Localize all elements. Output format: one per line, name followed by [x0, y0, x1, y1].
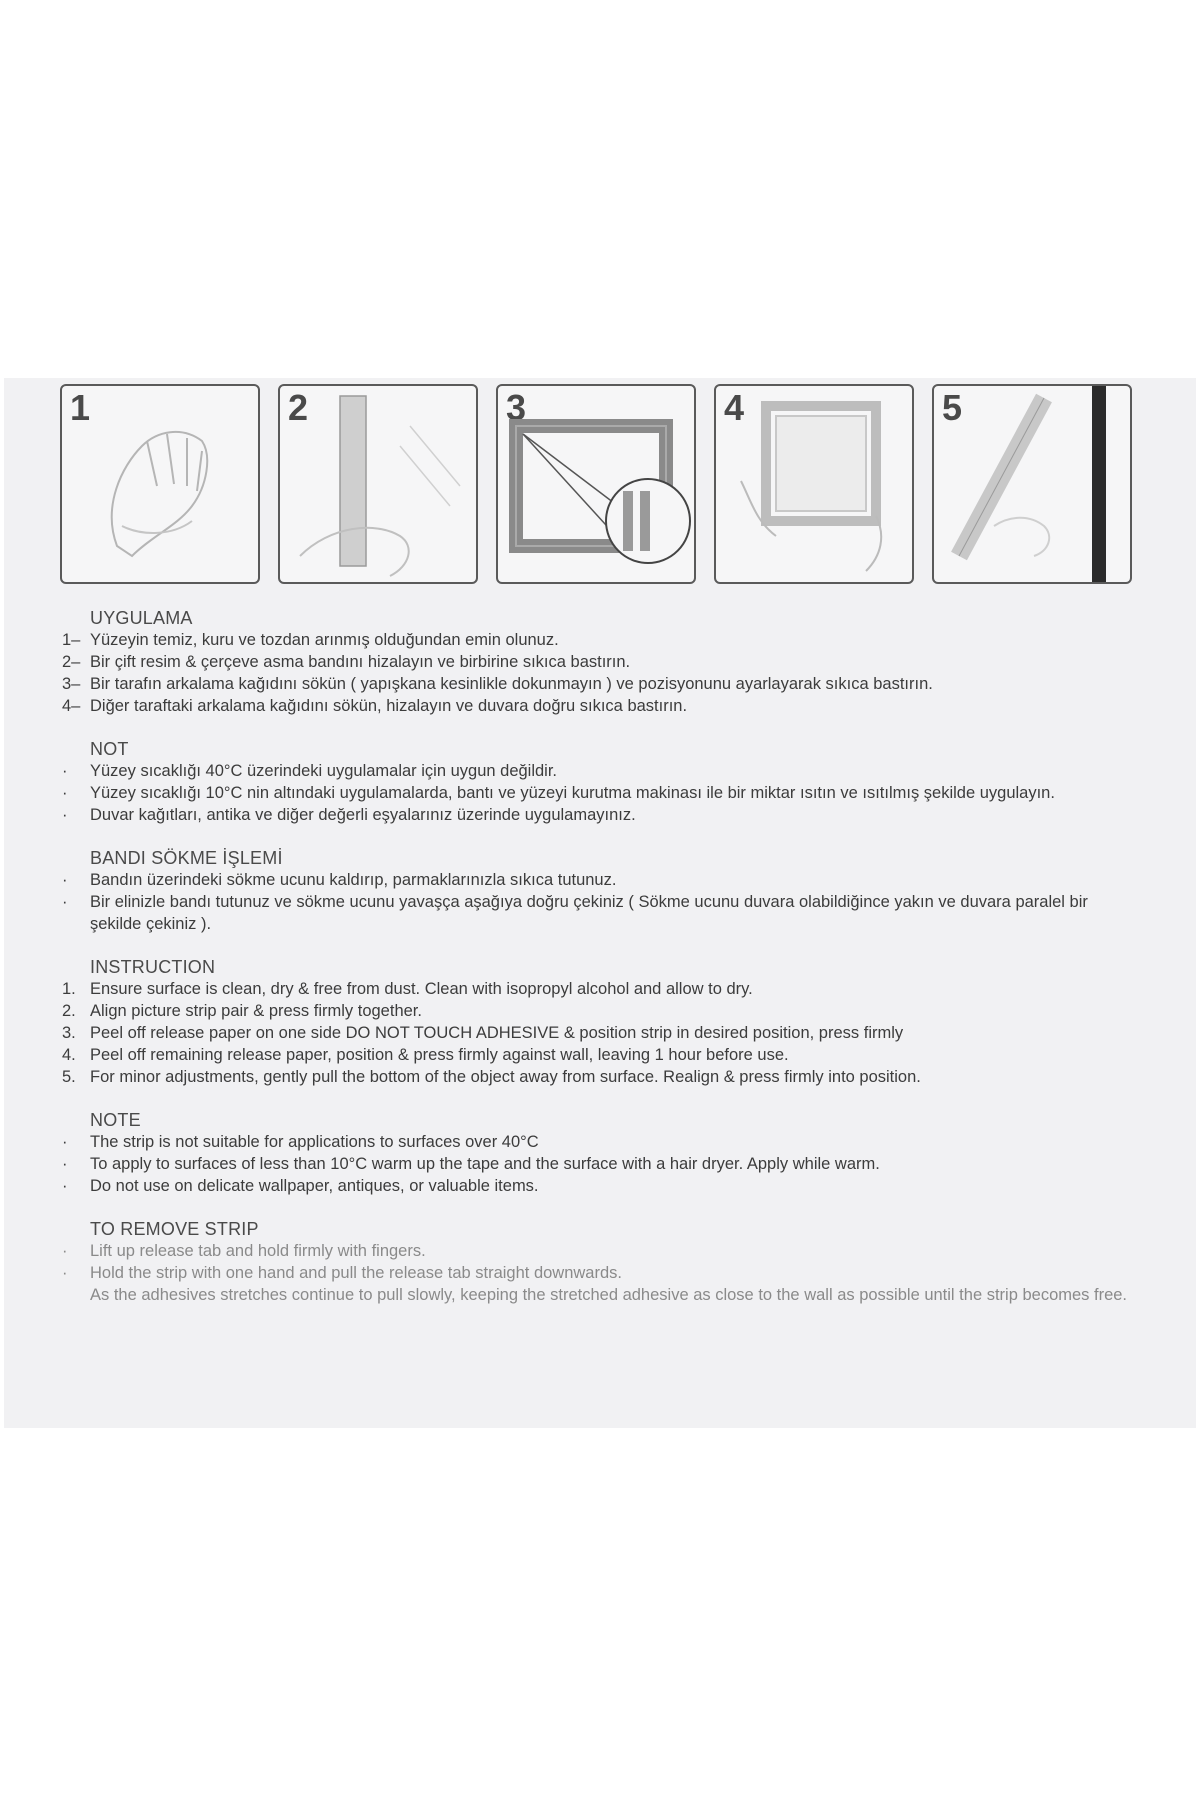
list-item: [62, 869, 1142, 891]
section-remove-strip: [62, 1219, 1142, 1306]
item-marker: ·: [62, 1133, 68, 1151]
step-number: 3: [506, 387, 527, 428]
section-instruction: [62, 957, 1142, 1088]
strip-remove-icon: [934, 386, 1130, 582]
item-text: Peel off release paper on one side DO NOT TOUCH ADHESIVE & position strip in desired position, press firmly: [90, 1024, 904, 1042]
item-text: To apply to surfaces of less than 10°C warm up the tape and the surface with a hair dryer. Apply while warm.: [90, 1155, 880, 1173]
item-text: Bandın üzerindeki sökme ucunu kaldırıp, parmaklarınızla sıkıca tutunuz.: [90, 871, 617, 889]
section-not: [62, 739, 1142, 826]
item-text: Peel off remaining release paper, position & press firmly against wall, leaving 1 hour before use.: [90, 1046, 789, 1064]
list-item: [62, 695, 1142, 717]
step-number: 5: [942, 387, 963, 428]
list-item: [62, 1044, 1142, 1066]
item-marker: 1.: [62, 980, 76, 998]
item-marker: ·: [62, 784, 68, 802]
step-panel-3: [496, 384, 696, 584]
step-number: 4: [724, 387, 745, 428]
item-text: For minor adjustments, gently pull the bottom of the object away from surface. Realign & press firmly into position.: [90, 1068, 921, 1086]
hand-wiping-icon: [62, 386, 258, 582]
frame-strips-icon: [498, 386, 694, 582]
item-text: Hold the strip with one hand and pull the release tab straight downwards.: [90, 1264, 622, 1282]
item-marker: 4.: [62, 1046, 76, 1064]
step-panel-5: [932, 384, 1132, 584]
list-item: [62, 1022, 1142, 1044]
item-marker: ·: [62, 871, 68, 889]
hands-frame-icon: [716, 386, 912, 582]
section-heading: INSTRUCTION: [90, 957, 216, 977]
item-marker: 2.: [62, 1002, 76, 1020]
instructions-text: [62, 608, 1142, 1328]
list-item: [62, 782, 1142, 804]
list-item: [62, 673, 1142, 695]
item-marker: ·: [62, 1242, 68, 1260]
list-item: [62, 1284, 1142, 1306]
item-text: Yüzey sıcaklığı 10°C nin altındaki uygulamalarda, bantı ve yüzeyi kurutma makinası ile bir miktar ısıtın ve ısıtılmış şekilde uygulayın.: [90, 784, 1055, 802]
item-marker: ·: [62, 762, 68, 780]
list-item: [62, 629, 1142, 651]
item-text: Diğer taraftaki arkalama kağıdını sökün, hizalayın ve duvara doğru sıkıca bastırın.: [90, 697, 688, 715]
item-text: Bir çift resim & çerçeve asma bandını hizalayın ve birbirine sıkıca bastırın.: [90, 653, 631, 671]
item-text: Do not use on delicate wallpaper, antiques, or valuable items.: [90, 1177, 539, 1195]
section-heading: TO REMOVE STRIP: [90, 1219, 259, 1239]
item-marker: ·: [62, 1177, 68, 1195]
step-illustrations: [60, 384, 1140, 584]
item-marker: 3.: [62, 1024, 76, 1042]
item-text: Ensure surface is clean, dry & free from dust. Clean with isopropyl alcohol and allow to dry.: [90, 980, 753, 998]
instruction-sheet: [4, 378, 1196, 1428]
item-marker: 5.: [62, 1068, 76, 1086]
list-item: [62, 804, 1142, 826]
step-number: 2: [288, 387, 309, 428]
item-text: Bir elinizle bandı tutunuz ve sökme ucunu yavaşça aşağıya doğru çekiniz ( Sökme ucunu duvara olabildiğince yakın ve duvara paralel bir şekilde çekiniz ).: [90, 893, 1088, 933]
list-item: [62, 1131, 1142, 1153]
item-marker: ·: [62, 1155, 68, 1173]
item-marker: ·: [62, 893, 68, 911]
item-marker: [62, 1284, 90, 1306]
item-text: The strip is not suitable for applications to surfaces over 40°C: [90, 1133, 539, 1151]
list-item: [62, 760, 1142, 782]
section-note: [62, 1110, 1142, 1197]
list-item: [62, 891, 1142, 935]
item-marker: 4–: [62, 697, 81, 715]
list-item: [62, 1240, 1142, 1262]
item-marker: ·: [62, 1264, 68, 1282]
list-item: [62, 1000, 1142, 1022]
list-item: [62, 1262, 1142, 1284]
list-item: [62, 1153, 1142, 1175]
item-marker: ·: [62, 806, 68, 824]
item-text: Duvar kağıtları, antika ve diğer değerli eşyalarınız üzerinde uygulamayınız.: [90, 806, 636, 824]
item-text: Bir tarafın arkalama kağıdını sökün ( yapışkana kesinlikle dokunmayın ) ve pozisyonunu ayarlayarak sıkıca bastırın.: [90, 675, 933, 693]
item-marker: 1–: [62, 631, 81, 649]
item-text: Lift up release tab and hold firmly with fingers.: [90, 1242, 426, 1260]
step-number: 1: [70, 387, 91, 428]
list-item: [62, 1066, 1142, 1088]
list-item: [62, 1175, 1142, 1197]
section-bandi-sokme: [62, 848, 1142, 935]
section-uygulama: [62, 608, 1142, 717]
item-text: Align picture strip pair & press firmly together.: [90, 1002, 422, 1020]
step-panel-2: [278, 384, 478, 584]
item-text: As the adhesives stretches continue to pull slowly, keeping the stretched adhesive as close to the wall as possible until the strip becomes free.: [90, 1286, 1128, 1304]
list-item: [62, 978, 1142, 1000]
item-text: Yüzeyin temiz, kuru ve tozdan arınmış olduğundan emin olunuz.: [90, 631, 559, 649]
section-heading: BANDI SÖKME İŞLEMİ: [90, 848, 283, 868]
list-item: [62, 651, 1142, 673]
item-marker: 2–: [62, 653, 81, 671]
item-text: Yüzey sıcaklığı 40°C üzerindeki uygulamalar için uygun değildir.: [90, 762, 558, 780]
section-heading: NOT: [90, 739, 129, 759]
step-panel-1: [60, 384, 260, 584]
section-heading: UYGULAMA: [90, 608, 193, 628]
strip-align-icon: [280, 386, 476, 582]
step-panel-4: [714, 384, 914, 584]
section-heading: NOTE: [90, 1110, 141, 1130]
item-marker: 3–: [62, 675, 81, 693]
